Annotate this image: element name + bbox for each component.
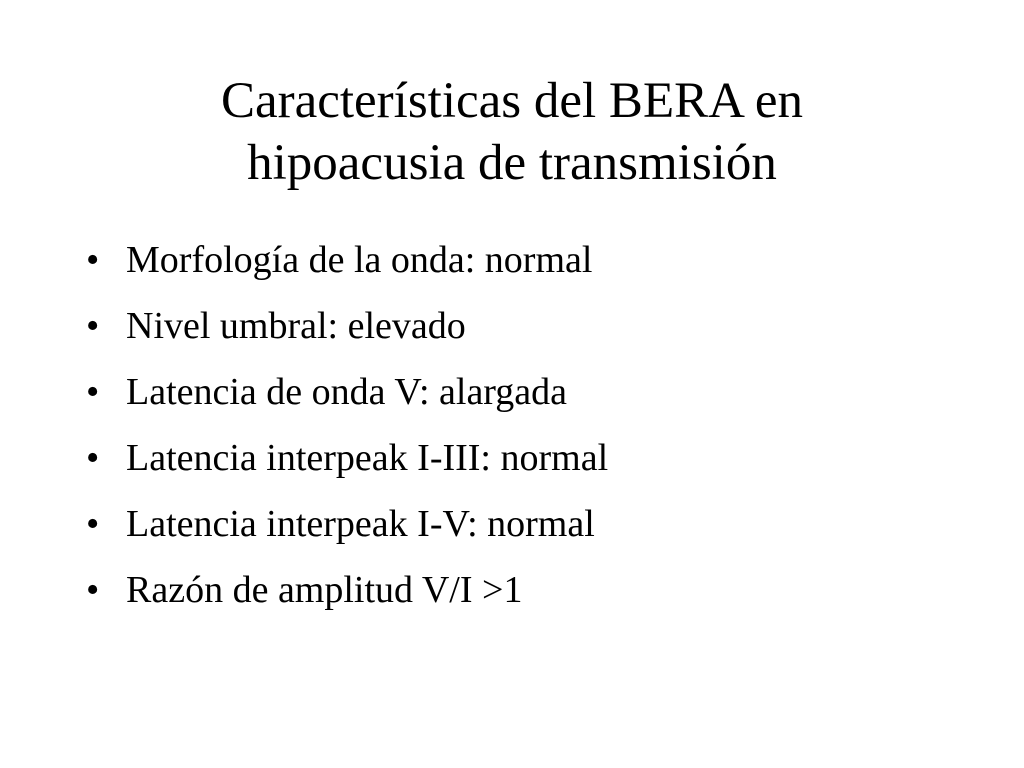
bullet-text: Latencia interpeak I-III: normal [126,437,609,479]
bullet-dot-icon: • [86,503,100,545]
bullet-text: Morfología de la onda: normal [126,239,593,281]
bullet-text: Latencia interpeak I-V: normal [126,503,595,545]
slide-title-line-1: Características del BERA en [220,73,804,129]
slide-title-line-2: hipoacusia de transmisión [247,135,777,191]
bullet-text: Razón de amplitud V/I >1 [126,569,523,611]
bullet-dot-icon: • [86,305,100,347]
bullet-item-interpeak-i-v [86,491,608,557]
slide-title [60,70,964,194]
bullet-item-interpeak-i-iii [86,425,608,491]
bullet-item-wave-v-latency [86,359,608,425]
bullet-item-threshold-level [86,293,608,359]
bullet-dot-icon: • [86,569,100,611]
bullet-dot-icon: • [86,239,100,281]
bullet-item-amplitude-ratio [86,557,608,623]
bullet-dot-icon: • [86,371,100,413]
bullet-text: Nivel umbral: elevado [126,305,466,347]
bullet-list [86,227,608,623]
bullet-dot-icon: • [86,437,100,479]
bullet-text: Latencia de onda V: alargada [126,371,568,413]
bullet-item-wave-morphology [86,227,608,293]
